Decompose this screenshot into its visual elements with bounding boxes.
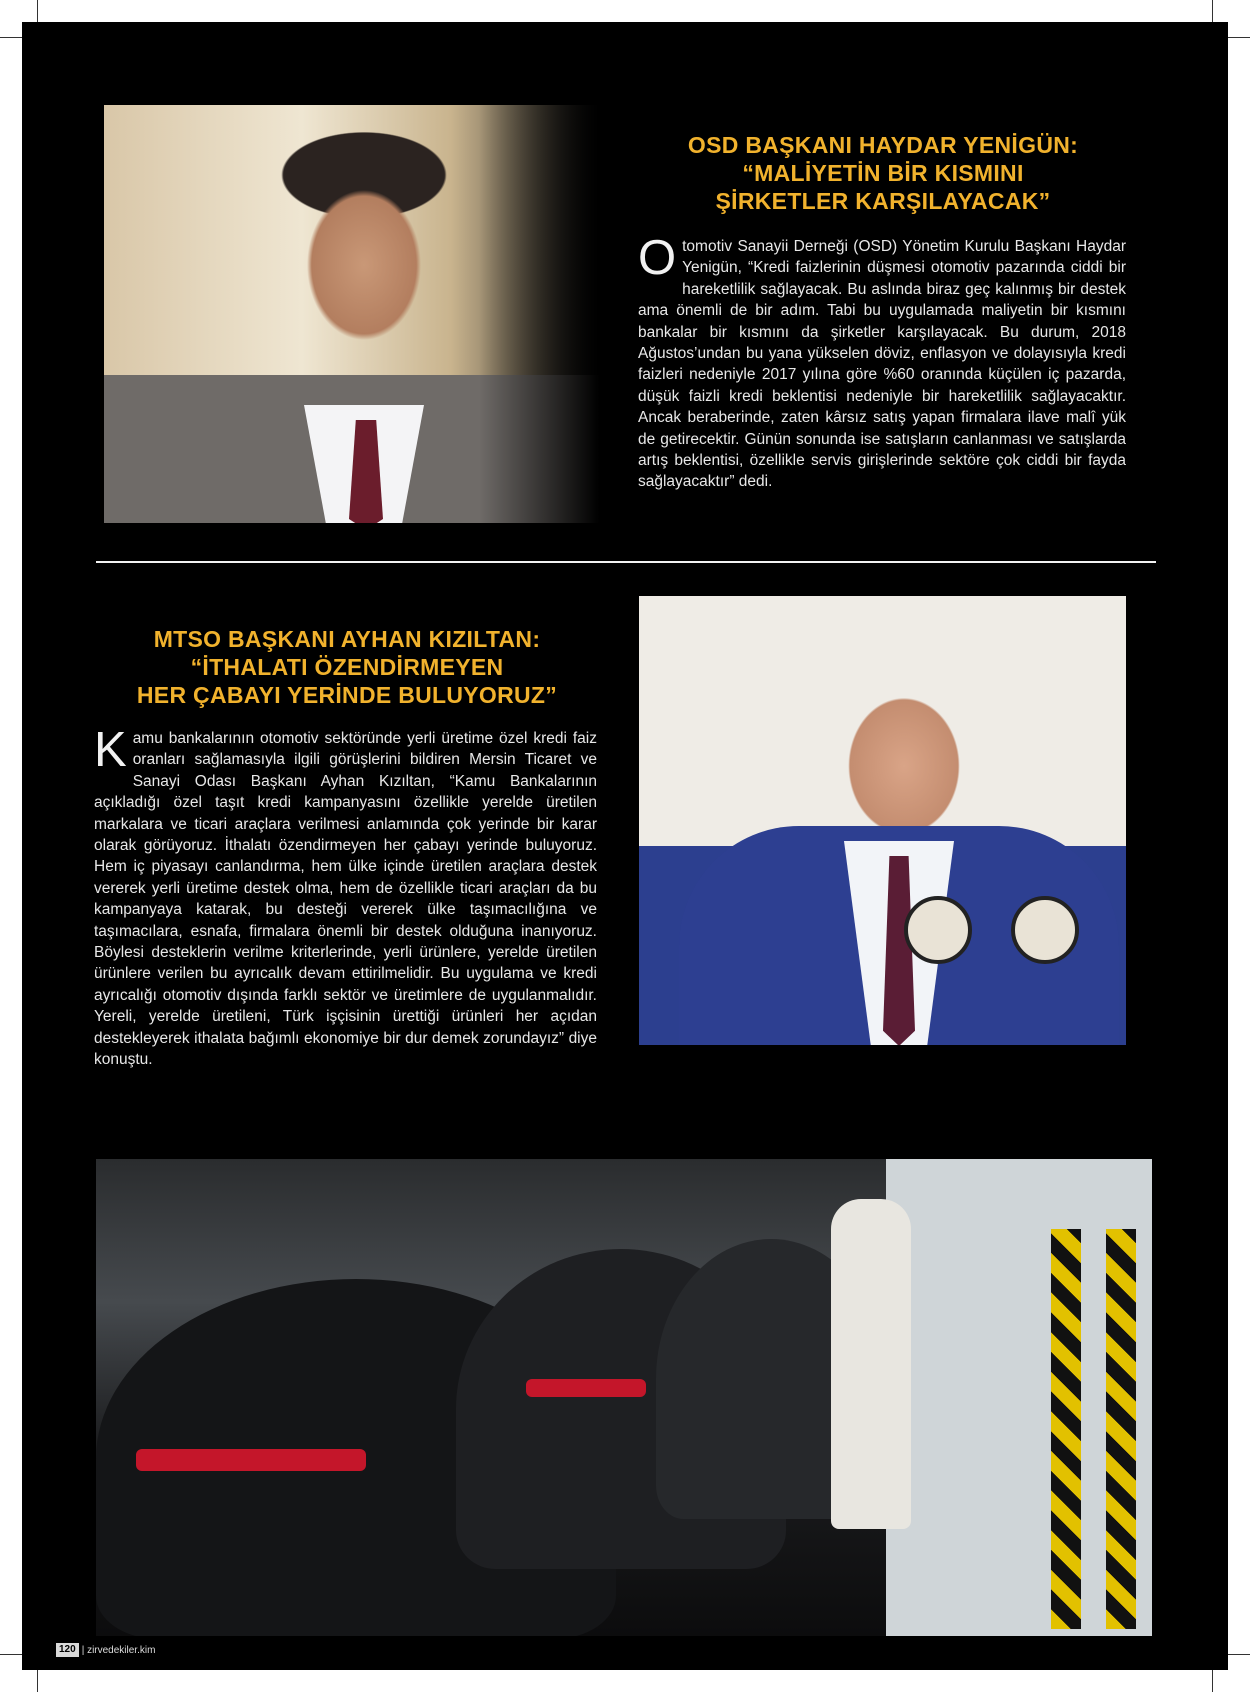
article-body-mtso xyxy=(94,723,597,1071)
heading-line: HER ÇABAYI YERİNDE BULUYORUZ” xyxy=(136,682,558,708)
article-body-osd xyxy=(638,231,1126,493)
crop-mark xyxy=(1228,37,1250,38)
hazard-stripe xyxy=(1106,1229,1136,1629)
crop-mark xyxy=(37,0,38,22)
magazine-page xyxy=(22,22,1228,1670)
crop-mark xyxy=(0,37,22,38)
drop-cap: O xyxy=(638,231,677,285)
body-paragraph: amu bankalarının otomotiv sektöründe yerli üretime özel kredi faiz oranları sağlamasıyla ilgili görüşlerini bildiren Mersin Ticaret ve Sanayi Odası Başkanı Ayhan Kızıltan, “Kamu Bankalarının açıkladığı özel taşıt kredi kampanyasını özellikle yerelde üretilen markalara ve ticari araçlara verilmesi anlamında çok yerinde bir karar olarak görüyoruz. İthalatı özendirmeyen her çabayı yerinde buluyoruz. Hem iç piyasayı canlandırma, hem ülke içinde üretilen araçlara destek vererek yerli üretime destek olma, hem de özellikle ticari araçları da bu kampanyaya katarak, bu desteği vererek ülke taşımacılığına ve taşımacılara, esnafa, firmalara önemli bir destek olduğuna inanıyoruz. Böylesi desteklerin verilme kriterlerinde, yerli ürünlere, yerelde üretilen ürünlere verilen bu ayrıcalık devam ettirilmelidir. Bu uygulama ve kredi ayrıcalığı otomotiv dışında farklı sektör ve üretimlere de uygulanmalıdır. Yereli, yerelde üretileni, Türk işçisinin ürettiği ürünleri her açıdan destekleyerek ithalata bağımlı ekonomiye bir dur demek zorundayız” diye konuştu. xyxy=(94,730,597,1069)
crop-mark xyxy=(1212,0,1213,22)
microphone-icon xyxy=(904,896,972,964)
article-heading-osd xyxy=(638,131,1128,215)
article-heading-mtso xyxy=(102,625,592,709)
photo-fade xyxy=(479,105,599,523)
crop-mark xyxy=(1228,1654,1250,1655)
car-factory-photo xyxy=(96,1159,1152,1636)
tail-light xyxy=(136,1449,366,1471)
microphone-icon xyxy=(1011,896,1079,964)
crop-mark xyxy=(0,1654,22,1655)
portrait-photo-ayhan-kiziltan xyxy=(639,596,1126,1045)
heading-line: “MALİYETİN BİR KISMINI xyxy=(742,160,1024,186)
hazard-stripe xyxy=(1051,1229,1081,1629)
page-number: 120 xyxy=(56,1643,79,1657)
heading-line: MTSO BAŞKANI AYHAN KIZILTAN: xyxy=(153,626,541,652)
crop-mark xyxy=(37,1670,38,1692)
section-divider xyxy=(96,561,1156,563)
drop-cap: K xyxy=(94,723,127,777)
crop-mark xyxy=(1212,1670,1213,1692)
heading-line: OSD BAŞKANI HAYDAR YENİGÜN: xyxy=(687,132,1079,158)
heading-line: ŞİRKETLER KARŞILAYACAK” xyxy=(715,188,1051,214)
tail-light xyxy=(526,1379,646,1397)
body-paragraph: tomotiv Sanayii Derneği (OSD) Yönetim Kurulu Başkanı Haydar Yenigün, “Kredi faizlerinin düşmesi otomotiv pazarında ciddi bir hareketlilik sağlayacak. Bu aslında biraz geç kalınmış bir destek ama önemli de bir adım. Tabi bu uygulamada maliyetin bir kısmını bankalar bir kısmını da şirketler karşılayacak. Bu durum, 2018 Ağustos’undan bu yana yükselen döviz, enflasyon ve dolayısıyla kredi faizleri nedeniyle 2017 yılına göre %60 oranında küçülen iç pazarda, düşük faizli kredi beklentisi nedeniyle bir hareketlilik sağlayacaktır. Ancak beraberinde, zaten kârsız satış yapan firmalara ilave malî yük de getirecektir. Günün sonunda ise satışların canlanması ve satışlarda artış beklentisi, özellikle servis girişlerinde sektöre çok ciddi bir fayda sağlayacaktır” dedi. xyxy=(638,238,1126,491)
portrait-photo-haydar-yenigun xyxy=(104,105,599,523)
heading-line: “İTHALATI ÖZENDİRMEYEN xyxy=(190,654,504,680)
page-footer xyxy=(56,1643,155,1657)
site-name: | zirvedekiler.kim xyxy=(81,1644,156,1656)
worker-figure xyxy=(831,1199,911,1529)
